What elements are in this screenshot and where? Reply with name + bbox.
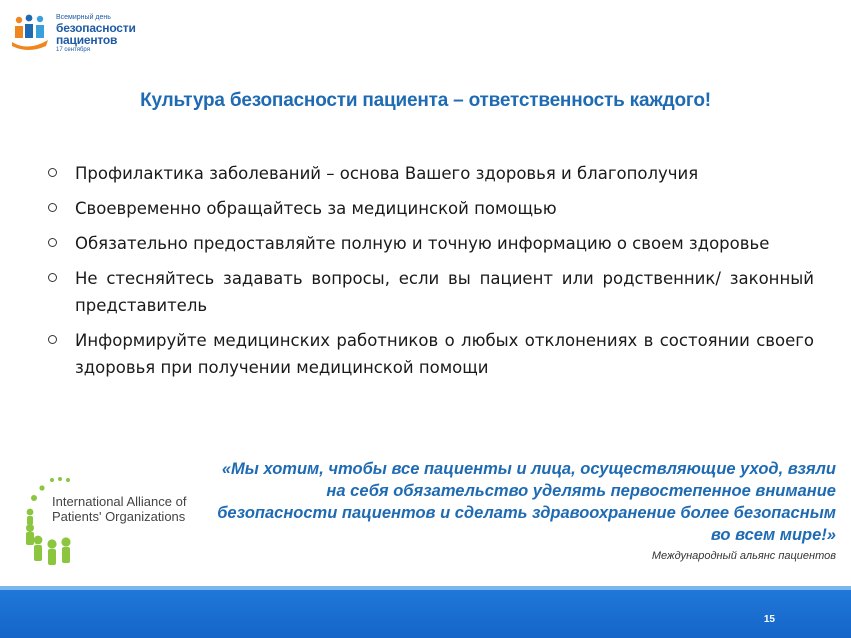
logo-line-2: безопасности [56,21,136,35]
iapo-line-1: International Alliance of [52,494,187,509]
logo-line-3: пациентов [56,33,118,47]
circle-bullet-icon [48,238,57,247]
bullet-item: Своевременно обращайтесь за медицинской помощью [44,195,814,222]
footer-bar [0,590,851,638]
circle-bullet-icon [48,203,57,212]
quote-source: Международный альянс пациентов [651,550,836,562]
page-number: 15 [763,614,775,625]
bullet-item: Обязательно предоставляйте полную и точную информацию о своем здоровье [44,230,814,257]
bullet-list [44,160,814,389]
quote-text: «Мы хотим, чтобы все пациенты и лица, осуществляющие уход, взяли на себя обязательство уделять первостепенное внимание безопасности пациентов и сделать здравоохранение более безопасным во всем мире!» [217,460,836,544]
iapo-logo [22,474,222,566]
circle-bullet-icon [48,335,57,344]
iapo-line-2: Patients' Organizations [52,509,186,524]
bullet-item: Профилактика заболеваний – основа Вашего здоровья и благополучия [44,160,814,187]
circle-bullet-icon [48,168,57,177]
bullet-item: Информируйте медицинских работников о любых отклонениях в состоянии своего здоровья при получении медицинской помощи [44,327,814,381]
circle-bullet-icon [48,273,57,282]
logo-line-1: Всемирный день [56,14,111,21]
logo-date: 17 сентября [56,47,90,53]
people-logo-icon [10,12,54,52]
slide-title: Культура безопасности пациента – ответственность каждого! [140,90,711,111]
bullet-item: Не стесняйтесь задавать вопросы, если вы пациент или родственник/ законный представитель [44,265,814,319]
world-patient-safety-day-logo [10,8,160,56]
